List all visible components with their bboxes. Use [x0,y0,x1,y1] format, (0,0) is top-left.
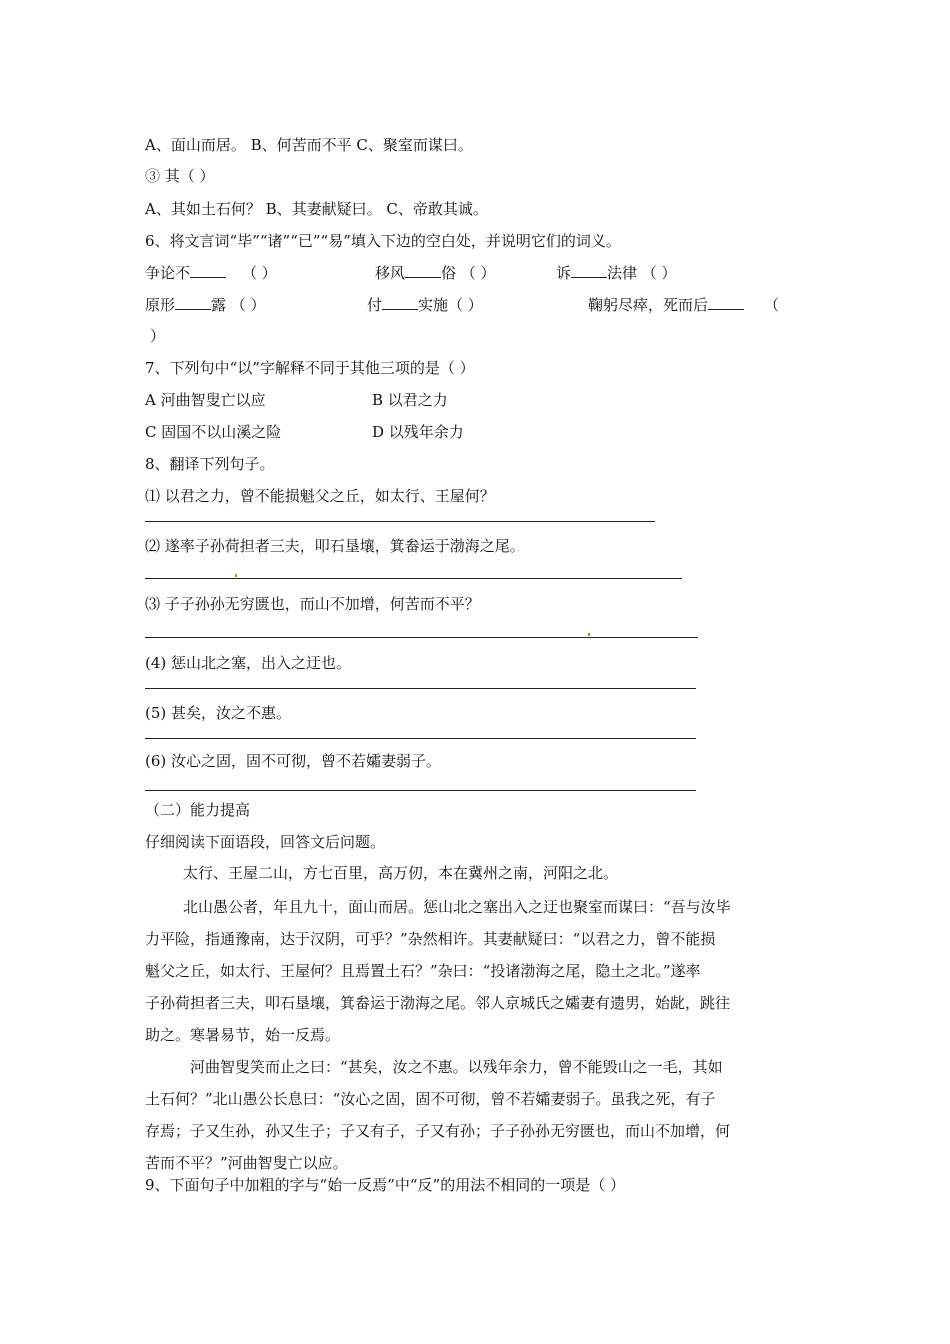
passage-p2-line4: 子孙荷担者三夫，叩石垦壤，箕畚运于渤海之尾。邻人京城氏之孀妻有遗男，始龀，跳往 [145,994,731,1012]
answer-line-1[interactable] [145,521,655,522]
q7-stem: 7、下列句中“以”字解释不同于其他三项的是（ ） [145,359,475,377]
passage-p2-line5: 助之。寒暑易节，始一反焉。 [145,1026,341,1044]
fill-blank[interactable] [382,295,418,310]
answer-line-5[interactable] [145,738,696,739]
answer-line-3[interactable] [145,637,698,638]
q6-stem: 6、将文言词“毕”“诸”“已”“易”填入下边的空白处，并说明它们的词义。 [145,232,621,250]
passage-p2-line3: 魁父之丘，如太行、王屋何？且焉置土石？”杂曰：“投诸渤海之尾，隐土之北。”遂率 [145,962,701,980]
q7-option-a: A 河曲智叟亡以应 [145,391,266,409]
passage-p2-line1: 北山愚公者，年且九十，面山而居。惩山北之塞出入之迂也聚室而谋曰：“吾与汝毕 [183,898,731,916]
section2-heading: （二）能力提高 [145,801,251,819]
q8-item-4: (4) 惩山北之塞，出入之迂也。 [145,654,352,672]
passage-p3-line1: 河曲智叟笑而止之曰：“甚矣，汝之不惠。以残年余力，曾不能毁山之一毛，其如 [190,1058,723,1076]
answer-line-2[interactable] [145,578,682,579]
q9-stem: 9、下面句子中加粗的字与“始一反焉”中“反”的用法不相同的一项是（ ） [145,1176,625,1194]
q8-item-3: ⑶ 子子孙孙无穷匮也，而山不加增，何苦而不平？ [145,595,480,613]
section2-instruction: 仔细阅读下面语段，回答文后问题。 [145,833,386,851]
q6-row2-item2: 付 实施（ ） [367,296,483,314]
passage-p3-line2: 土石何？”北山愚公长息曰：“汝心之固，固不可彻，曾不若孀妻弱子。虽我之死，有子 [145,1090,716,1108]
q6-row1-item2: 移风 俗 （ ） [375,264,496,282]
q5-options-a: A、面山而居。 B、何苦而不平 C、聚室而谋曰。 [145,136,473,154]
passage-p3-line3: 存焉；子又生孙，孙又生子；子又有子，子又有孙；子子孙孙无穷匮也，而山不加增，何 [145,1122,731,1140]
q6-row1-item1: 争论不 （ ） [145,264,277,282]
ink-speck [235,574,237,577]
q5-options-b: A、其如土石何？ B、其妻献疑曰。 C、帝敢其诚。 [145,200,488,218]
q5-item-3: ③ 其（ ） [145,167,215,185]
q8-item-2: ⑵ 遂率子孙荷担者三夫，叩石垦壤，箕畚运于渤海之尾。 [145,537,525,555]
q7-option-c: C 固国不以山溪之险 [145,423,282,441]
q8-stem: 8、翻译下列句子。 [145,455,275,473]
ink-speck [588,633,590,636]
q8-item-6: (6) 汝心之固，固不可彻，曾不若孀妻弱子。 [145,752,442,770]
q6-row2-item1: 原形 露 （ ） [145,296,266,314]
q7-option-d: D 以残年余力 [372,423,464,441]
q8-item-5: (5) 甚矣，汝之不惠。 [145,704,292,722]
fill-blank[interactable] [571,263,607,278]
q6-row2-wrap: ） [150,327,166,345]
fill-blank[interactable] [708,295,744,310]
answer-line-6[interactable] [145,790,696,791]
q6-row1-item3: 诉 法律 （ ） [556,264,677,282]
passage-p1: 太行、王屋二山，方七百里，高万仞，本在冀州之南，河阳之北。 [183,864,619,882]
fill-blank[interactable] [405,263,441,278]
q6-row2-item3: 鞠躬尽瘁，死而后 （ [588,296,780,314]
passage-p2-line2: 力平险，指通豫南，达于汉阴，可乎？”杂然相许。其妻献疑曰：“以君之力，曾不能损 [145,930,716,948]
passage-p3-line4: 苦而不平？”河曲智叟亡以应。 [145,1154,348,1172]
fill-blank[interactable] [190,263,226,278]
q7-option-b: B 以君之力 [372,391,448,409]
answer-line-4[interactable] [145,688,696,689]
fill-blank[interactable] [175,295,211,310]
q8-item-1: ⑴ 以君之力，曾不能损魁父之丘，如太行、王屋何？ [145,487,495,505]
